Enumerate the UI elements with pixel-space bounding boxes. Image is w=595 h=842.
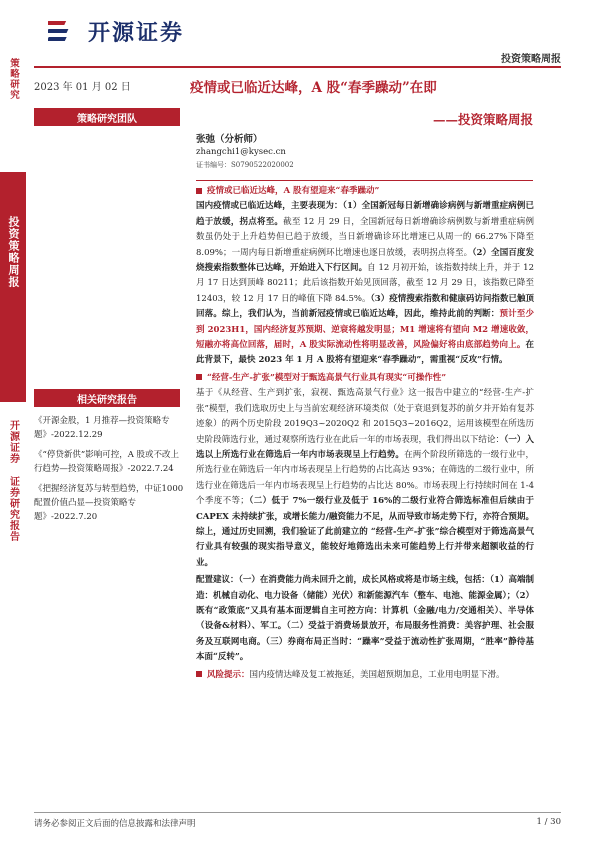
related-heading: 相关研究报告 — [34, 389, 180, 407]
section-heading-1-text: 疫情或已临近达峰，A 股有望迎来“春季躁动” — [207, 186, 380, 196]
sec2-text-d: （二）低于 7%一级行业及低于 16%的二级行业符合筛选标准但后续由于 CAPEX 未持续扩张，或增长能力/融资能力不足，从而导致市场走势下行，亦符合预期。综上，通过历史回溯，我们验证了此前建立的 “经营-生产-扩张”综合模型对于筛选高景气行业具有较强的现实指导意义，能较好地筛选出未来可能趋势上行并带来超额收益的行业。 — [196, 496, 534, 568]
company-logo — [48, 16, 184, 47]
side-strip-middle-text: 投资策略周报 — [7, 216, 20, 288]
report-date: 2023 年 01 月 02 日 — [34, 82, 131, 93]
author-divider — [196, 180, 533, 181]
team-badge: 策略研究团队 — [34, 108, 180, 126]
sec1-text-g: 在此背景下，最快 2023 年 1 月 A 股将有望迎来“春季躁动”，需重视“反攻”行情。 — [196, 340, 534, 366]
sec1-text-b: 截至 12 月 29 日，全国新冠每日新增确诊病例数与新增重症病例数虽仍处于上升趋势但已趋于放缓，当日新增确诊环比增速已从周一的 66.27%下降至 8.09%；一周内每日新增重症病例环比增速也逐日放缓，表明拐点将至。 — [196, 216, 534, 258]
author-email[interactable]: zhangchi1@kysec.cn — [196, 147, 286, 157]
section-2-paragraph — [196, 386, 534, 571]
sec2-text-a: 基于《从经营、生产到扩张，寂视、甄选高景气行业》这一报告中建立的“经营-生产-扩张”模型，我们选取历史上与当前宏观经济环境类似（处于衰退到复苏的前夕并开始有复苏迹象）的两个历史阶段 2019Q3~2020Q2 和 2015Q3~2016Q2，运用该模型在所选历史阶段筛选行业，通过观察所选行业在此后一年的市场表现，我们得出以下结论： — [196, 388, 534, 445]
related-item[interactable]: 《开源金股，1 月推荐—投资策略专题》-2022.12.29 — [34, 416, 170, 440]
square-bullet-icon — [196, 188, 202, 194]
sec2-text-b: （一）入选以上所选行业在筛选后一年内市场表现呈上行趋势。 — [196, 434, 534, 460]
section-3-paragraph — [196, 573, 534, 665]
risk-paragraph — [196, 668, 534, 683]
sec1-text-d: 自 12 月初开始，该指数持续上升，并于 12 月 17 日达到顶峰 80211；此后该指数开始见顶回落，截至 12 月 29 日，该指数已降至 12403，较 12 月 17 日的峰值下降 84.5%。 — [196, 263, 534, 304]
author-block — [196, 133, 294, 172]
sec1-text-e: （3）疫情搜索指数和健康码访问指数已触顶回落。综上，我们认为，当前新冠疫情或已临近达峰，因此，维持此前的判断： — [196, 293, 535, 320]
section-1-paragraph — [196, 199, 534, 368]
sec1-text-f: 预计至少到 2023H1，国内经济复苏预期、逆衰将越发明显；M1 增速将有望向 M2 增速收敛，短融亦将高位回落，届时，A 股实际流动性将明显改善，风险偏好将由底部趋势向上。 — [196, 309, 534, 351]
risk-text: 国内疫情达峰及复工被拖延，美国超预期加息，工业用电明显下滑。 — [249, 669, 505, 680]
logo-mark-icon — [48, 17, 82, 47]
sec1-text-a: 国内疫情或已临近达峰，主要表现为：（1）全国新冠每日新增确诊病例与新增重症病例已趋于放缓，拐点将至。 — [196, 201, 534, 227]
main-body — [196, 184, 534, 685]
header-divider — [34, 66, 561, 68]
risk-label: 风险提示： — [207, 669, 250, 680]
footer-disclaimer: 请务必参阅正文后面的信息披露和法律声明 — [34, 819, 196, 829]
section-heading-2 — [196, 371, 534, 386]
side-strip-top-text: 策略研究 — [8, 58, 19, 100]
square-bullet-icon — [196, 671, 202, 677]
side-strip-middle — [0, 172, 26, 402]
page-number: 1 / 30 — [536, 817, 561, 827]
footer-divider — [34, 812, 561, 813]
author-cert: 证书编号：S0790522020002 — [196, 161, 294, 169]
side-strip-bottom-text: 开源证券 证券研究报告 — [7, 420, 19, 542]
page-subtitle: ——投资策略周报 — [432, 112, 533, 127]
side-strip — [0, 0, 26, 842]
section-heading-1 — [196, 184, 534, 199]
author-name: 张弛（分析师） — [196, 134, 263, 145]
page-title: 疫情或已临近达峰，A 股“春季躁动”在即 — [190, 80, 437, 96]
square-bullet-icon — [196, 374, 202, 380]
related-item[interactable]: 《“停贷新供”影响可控，A 股或不改上行趋势—投资策略周报》-2022.7.24 — [34, 450, 180, 474]
side-strip-bottom — [0, 402, 26, 702]
sec1-text-c: （2）全国百度发烧搜索指数整体已达峰，开始进入下行区间。 — [196, 247, 534, 274]
related-item[interactable]: 《把握经济复苏与转型趋势，中证1000 配置价值凸显—投资策略专题》-2022.7.20 — [34, 484, 184, 522]
logo-text: 开源证券 — [88, 21, 185, 46]
report-type: 投资策略周报 — [501, 54, 561, 65]
side-strip-top — [0, 52, 26, 172]
sec3-text-a: 配置建议：（一）在消费能力尚未回升之前，成长风格或将是市场主线，包括：（1）高端制造：机械自动化、电力设备（储能）光伏）和新能源汽车（整车、电池、能源金属）；（2）既有“政策底”又具有基本面逻辑自主可控方向：计算机（金融/电力/交通相关）、半导体（设备&材料）、军工。（二）受益于消费场景放开，布局服务性消费：美容护理、社会服务及互联网电商。（三）券商布局正当时：“躁率”受益于流动性扩张周期，“胜率”静待基本面“反转”。 — [196, 575, 534, 663]
section-heading-2-text: “经营-生产-扩张”模型对于甄选高景气行业具有现实“可操作性” — [207, 372, 447, 383]
related-list — [34, 414, 184, 530]
sec2-text-c: 在两个阶段所筛选的一级行业中，所选行业在筛选后一年内市场表现呈上行趋势的占比高达 93%；在筛选的二级行业中，所选行业在筛选后一年内市场表现呈上行趋势的占比达 80%。市场表现上行持续时间在 1-4 个季度不等； — [196, 449, 534, 507]
